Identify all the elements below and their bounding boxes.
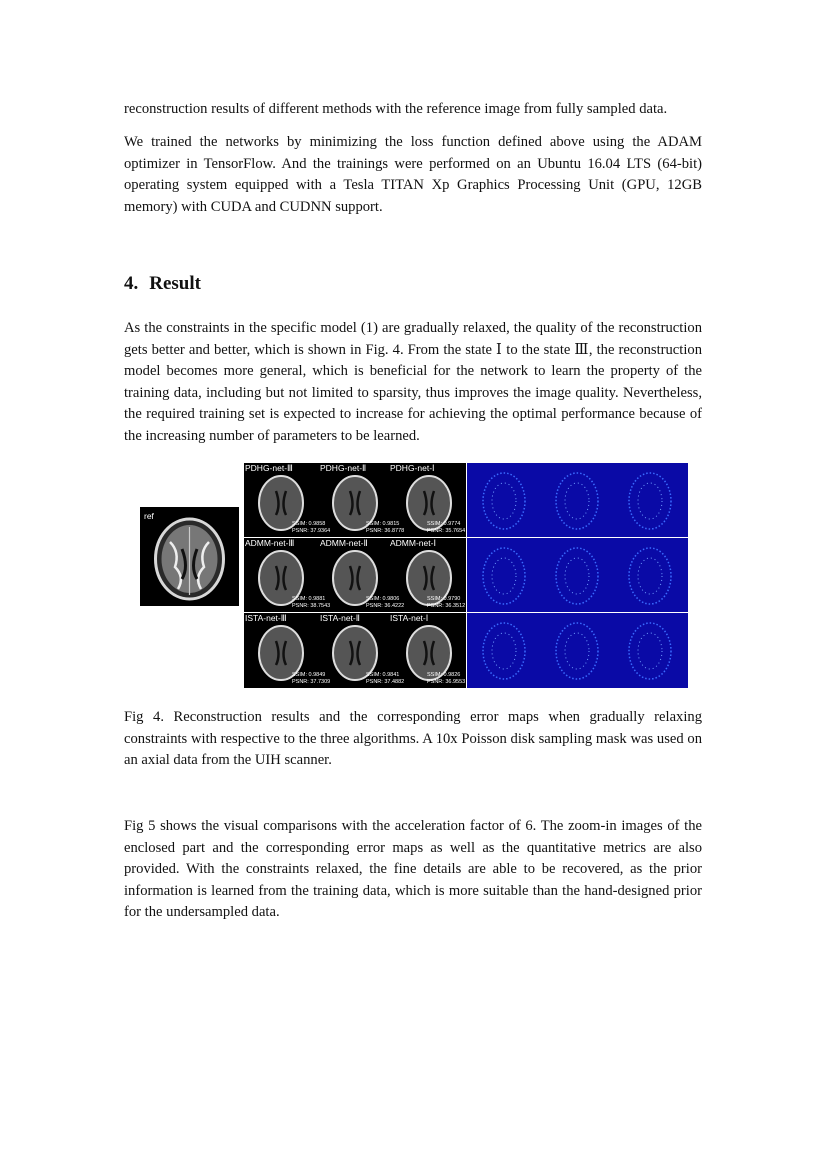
recon-row-pdhg <box>244 463 466 537</box>
paragraph-fig5: Fig 5 shows the visual comparisons with the acceleration factor of 6. The zoom-in images of the enclosed part and the corresponding error maps as well as the quantitative metrics are also provided. With the constraints relaxed, the fine details are able to be recovered, as the prior information is learned from the training data, which is more suitable than the hand-designed prior for the undersampled data. <box>124 818 702 920</box>
section-title: Result <box>149 273 201 294</box>
panel-label: ISTA-net-Ⅱ <box>320 613 360 623</box>
paragraph-training: We trained the networks by minimizing the loss function defined above using the ADAM optimizer in TensorFlow. And the trainings were performed on an Ubuntu 16.04 LTS (64-bit) operating system equipped with a Tesla TITAN Xp Graphics Processing Unit (GPU, 12GB memory) with CUDA and CUDNN support. <box>124 134 702 215</box>
psnr-value: PSNR: 35.7654 <box>427 527 466 534</box>
panel-label: ADMM-net-Ⅱ <box>320 538 368 548</box>
ref-brain-icon <box>140 507 239 606</box>
figure-caption: Fig 4. Reconstruction results and the corresponding error maps when gradually relaxing constraints with respective to the three algorithms. A 10x Poisson disk sampling mask was used on an axial data from the UIH scanner. <box>124 709 702 768</box>
panel-label: PDHG-net-Ⅰ <box>390 463 435 473</box>
panel-label: PDHG-net-Ⅲ <box>245 463 293 473</box>
ssim-value: SSIM: 0.9774 <box>427 521 461 527</box>
error-row-admm <box>467 538 688 612</box>
psnr-value: PSNR: 36.8778 <box>366 527 405 534</box>
panel-label: ISTA-net-Ⅲ <box>245 613 287 623</box>
error-row-pdhg <box>467 463 688 537</box>
psnr-value: PSNR: 36.4222 <box>366 602 405 609</box>
psnr-value: PSNR: 37.7309 <box>292 678 331 685</box>
ssim-value: SSIM: 0.9806 <box>366 596 400 602</box>
ssim-value: SSIM: 0.9849 <box>292 672 326 678</box>
paragraph-result: As the constraints in the specific model (1) are gradually relaxed, the quality of the reconstruction gets better and better, which is shown in Fig. 4. From the state Ⅰ to the state Ⅲ, the reconstruction model becomes more general, which is beneficial for the network to learn the property of the training data, including but not limited to sparsity, thus improves the image quality. Nevertheless, the required training set is expected to increase for achieving the optimal performance because of the increasing number of parameters to be learned. <box>124 320 702 444</box>
section-heading <box>124 273 201 295</box>
panel-label: ISTA-net-Ⅰ <box>390 613 429 623</box>
figure-panel-grid <box>244 463 688 688</box>
section-number: 4. <box>124 273 139 294</box>
panel-label: ADMM-net-Ⅲ <box>245 538 295 548</box>
error-maps <box>467 538 688 612</box>
ssim-value: SSIM: 0.9815 <box>366 521 400 527</box>
psnr-value: PSNR: 37.4882 <box>366 678 405 685</box>
recon-row-ista <box>244 613 466 688</box>
ssim-value: SSIM: 0.9841 <box>366 672 400 678</box>
error-row-ista <box>467 613 688 688</box>
panel-label: PDHG-net-Ⅱ <box>320 463 367 473</box>
recon-row-admm <box>244 538 466 612</box>
ssim-value: SSIM: 0.9881 <box>292 596 326 602</box>
reference-image <box>140 507 239 606</box>
ref-label: ref <box>144 511 154 521</box>
psnr-value: PSNR: 36.9553 <box>427 678 466 685</box>
psnr-value: PSNR: 38.7543 <box>292 602 331 609</box>
psnr-value: PSNR: 37.9364 <box>292 527 331 534</box>
paragraph-intro-tail: reconstruction results of different methods with the reference image from fully sampled data. <box>124 101 668 117</box>
psnr-value: PSNR: 36.3512 <box>427 602 466 609</box>
ssim-value: SSIM: 0.9858 <box>292 521 326 527</box>
ssim-value: SSIM: 0.9826 <box>427 672 461 678</box>
error-maps <box>467 463 688 537</box>
ssim-value: SSIM: 0.9790 <box>427 596 461 602</box>
error-maps <box>467 613 688 688</box>
panel-label: ADMM-net-Ⅰ <box>390 538 436 548</box>
